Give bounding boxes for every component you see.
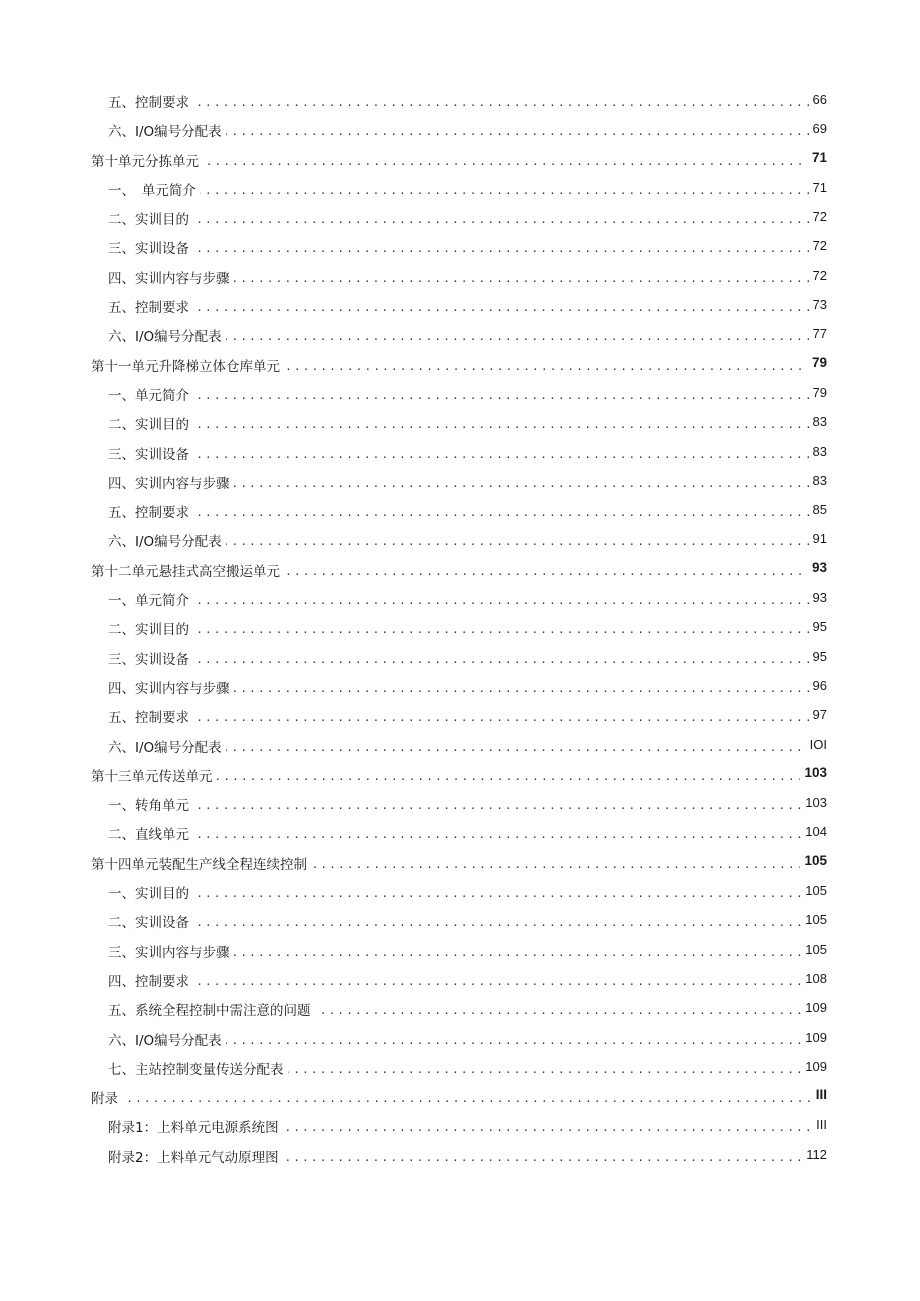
toc-chapter-entry[interactable]	[0, 555, 920, 584]
toc-entry-page: 109	[801, 1030, 827, 1045]
toc-section-entry[interactable]	[0, 789, 920, 818]
toc-entry-title: 三、实训设备	[108, 648, 193, 668]
toc-entry-page: 105	[801, 912, 827, 927]
toc-entry-body	[108, 379, 920, 408]
toc-entry-title: 三、实训设备	[108, 443, 193, 463]
toc-entry-page: 103	[800, 765, 827, 780]
toc-section-entry[interactable]	[0, 467, 920, 496]
toc-entry-page: 83	[809, 444, 827, 459]
toc-chapter-entry[interactable]	[0, 848, 920, 877]
toc-entry-page: 71	[808, 150, 827, 165]
toc-entry-page: 95	[809, 619, 827, 634]
toc-entry-page: 105	[800, 853, 827, 868]
toc-entry-body	[91, 350, 920, 379]
toc-entry-title: 一、转角单元	[108, 794, 193, 814]
toc-entry-title: 三、实训内容与步骤	[108, 941, 234, 961]
toc-entry-title: 七、主站控制变量传送分配表	[108, 1058, 288, 1078]
toc-entry-page: 112	[802, 1147, 827, 1162]
toc-chapter-entry[interactable]	[0, 145, 920, 174]
toc-entry-body	[108, 1111, 920, 1140]
toc-section-entry[interactable]	[0, 232, 920, 261]
toc-entry-page: 71	[809, 180, 827, 195]
toc-entry-page: 109	[801, 1000, 827, 1015]
toc-entry-title: 四、实训内容与步骤	[108, 267, 234, 287]
toc-entry-page: 93	[808, 560, 827, 575]
toc-entry-page: 93	[809, 590, 827, 605]
toc-entry-page: 69	[809, 121, 827, 136]
dot-leader	[108, 301, 825, 314]
dot-leader	[108, 828, 825, 841]
dot-leader	[108, 711, 825, 724]
toc-entry-title: 五、控制要求	[108, 91, 193, 111]
toc-section-entry[interactable]	[0, 525, 920, 554]
toc-entry-body	[108, 701, 920, 730]
toc-entry-title: 二、实训目的	[108, 413, 193, 433]
toc-entry-body	[108, 731, 920, 760]
toc-entry-body	[108, 1024, 920, 1053]
dot-leader	[108, 184, 825, 197]
dot-leader	[108, 506, 825, 519]
toc-entry-title: 附录2：上料单元气动原理图	[108, 1146, 283, 1166]
toc-entry-title: 三、实训设备	[108, 237, 193, 257]
toc-entry-body	[91, 145, 920, 174]
toc-entry-body	[108, 232, 920, 261]
toc-entry-page: 77	[809, 326, 827, 341]
toc-entry-body	[108, 438, 920, 467]
dot-leader	[108, 242, 825, 255]
toc-section-entry[interactable]	[0, 496, 920, 525]
toc-section-entry[interactable]	[0, 379, 920, 408]
toc-section-entry[interactable]	[0, 877, 920, 906]
toc-entry-title: 第十单元分拣单元	[91, 150, 203, 170]
toc-entry-title: 一、单元简介	[108, 384, 193, 404]
toc-section-entry[interactable]	[0, 262, 920, 291]
dot-leader	[108, 96, 825, 109]
toc-entry-title: 六、I/O编号分配表	[108, 325, 226, 345]
toc-section-entry[interactable]	[0, 965, 920, 994]
toc-section-entry[interactable]	[0, 1053, 920, 1082]
toc-entry-body	[108, 203, 920, 232]
toc-entry-page: 103	[801, 795, 827, 810]
toc-entry-body	[108, 1053, 920, 1082]
toc-entry-body	[108, 877, 920, 906]
toc-section-entry[interactable]	[0, 174, 920, 203]
toc-entry-title: 五、控制要求	[108, 706, 193, 726]
toc-entry-title: 四、实训内容与步骤	[108, 677, 234, 697]
toc-entry-body	[108, 584, 920, 613]
toc-entry-page: III	[812, 1087, 827, 1102]
toc-section-entry[interactable]	[0, 438, 920, 467]
toc-entry-page: 95	[809, 649, 827, 664]
toc-entry-title: 一、单元简介	[108, 589, 193, 609]
toc-section-entry[interactable]	[0, 994, 920, 1023]
toc-section-entry[interactable]	[0, 818, 920, 847]
toc-entry-body	[108, 86, 920, 115]
toc-entry-title: 第十二单元悬挂式高空搬运单元	[91, 560, 284, 580]
toc-entry-title: 五、控制要求	[108, 296, 193, 316]
toc-entry-body	[108, 408, 920, 437]
toc-section-entry[interactable]	[0, 408, 920, 437]
toc-entry-body	[108, 936, 920, 965]
toc-chapter-entry[interactable]	[0, 350, 920, 379]
toc-section-entry[interactable]	[0, 643, 920, 672]
toc-section-entry[interactable]	[0, 86, 920, 115]
toc-entry-body	[108, 320, 920, 349]
toc-entry-body	[108, 467, 920, 496]
toc-entry-title: 六、I/O编号分配表	[108, 736, 226, 756]
toc-entry-body	[108, 613, 920, 642]
toc-entry-page: 72	[809, 238, 827, 253]
toc-entry-title: 二、实训目的	[108, 208, 193, 228]
toc-section-entry[interactable]	[0, 936, 920, 965]
toc-entry-title: 二、实训设备	[108, 911, 193, 931]
toc-section-entry[interactable]	[0, 731, 920, 760]
toc-chapter-entry[interactable]	[0, 760, 920, 789]
dot-leader	[108, 594, 825, 607]
toc-entry-page: 109	[801, 1059, 827, 1074]
toc-section-entry[interactable]	[0, 906, 920, 935]
toc-entry-page: 91	[809, 531, 827, 546]
toc-entry-page: 97	[809, 707, 827, 722]
toc-entry-title: 五、系统全程控制中需注意的问题	[108, 999, 315, 1019]
toc-section-entry[interactable]	[0, 1024, 920, 1053]
toc-entry-body	[108, 672, 920, 701]
toc-entry-title: 二、实训目的	[108, 618, 193, 638]
toc-entry-body	[91, 555, 920, 584]
toc-section-entry[interactable]	[0, 1111, 920, 1140]
toc-section-entry[interactable]	[0, 584, 920, 613]
toc-entry-body	[108, 174, 920, 203]
toc-entry-page: 105	[801, 942, 827, 957]
toc-entry-title: 附录	[91, 1087, 122, 1107]
table-of-contents	[0, 86, 920, 1170]
toc-entry-page: 83	[809, 473, 827, 488]
toc-entry-title: 第十一单元升降梯立体仓库单元	[91, 355, 284, 375]
toc-entry-title: 附录1：上料单元电源系统图	[108, 1116, 283, 1136]
toc-entry-page: 72	[809, 209, 827, 224]
dot-leader	[108, 389, 825, 402]
toc-entry-title: 一、实训目的	[108, 882, 193, 902]
toc-entry-body	[108, 818, 920, 847]
toc-entry-page: 85	[809, 502, 827, 517]
dot-leader	[108, 887, 825, 900]
dot-leader	[108, 653, 825, 666]
toc-entry-page: III	[812, 1117, 827, 1132]
dot-leader	[108, 916, 825, 929]
toc-section-entry[interactable]	[0, 701, 920, 730]
toc-entry-body	[108, 291, 920, 320]
toc-entry-body	[108, 643, 920, 672]
dot-leader	[108, 799, 825, 812]
toc-entry-body	[108, 965, 920, 994]
toc-entry-title: 六、I/O编号分配表	[108, 120, 226, 140]
toc-entry-title: 四、控制要求	[108, 970, 193, 990]
toc-entry-body	[91, 760, 920, 789]
toc-section-entry[interactable]	[0, 672, 920, 701]
toc-section-entry[interactable]	[0, 613, 920, 642]
toc-entry-body	[108, 115, 920, 144]
toc-section-entry[interactable]	[0, 203, 920, 232]
toc-entry-page: 66	[809, 92, 827, 107]
toc-entry-page: 73	[809, 297, 827, 312]
toc-entry-title: 一、 单元简介	[108, 179, 200, 199]
dot-leader	[108, 213, 825, 226]
dot-leader	[108, 418, 825, 431]
toc-entry-page: 79	[808, 355, 827, 370]
dot-leader	[108, 623, 825, 636]
toc-entry-title: 二、直线单元	[108, 823, 193, 843]
toc-entry-page: 96	[809, 678, 827, 693]
toc-entry-body	[91, 848, 920, 877]
toc-entry-body	[108, 994, 920, 1023]
toc-entry-title: 第十三单元传送单元	[91, 765, 217, 785]
toc-section-entry[interactable]	[0, 115, 920, 144]
toc-entry-title: 五、控制要求	[108, 501, 193, 521]
toc-entry-title: 四、实训内容与步骤	[108, 472, 234, 492]
toc-entry-title: 六、I/O编号分配表	[108, 1029, 226, 1049]
dot-leader	[108, 975, 825, 988]
toc-entry-page: 108	[801, 971, 827, 986]
toc-entry-page: 83	[809, 414, 827, 429]
toc-entry-body	[108, 496, 920, 525]
toc-entry-body	[108, 906, 920, 935]
toc-entry-page: 104	[801, 824, 827, 839]
toc-entry-page: 79	[809, 385, 827, 400]
toc-entry-title: 第十四单元装配生产线全程连续控制	[91, 853, 311, 873]
toc-entry-body	[91, 1082, 920, 1111]
toc-entry-body	[108, 262, 920, 291]
toc-entry-body	[108, 1141, 920, 1170]
toc-entry-body	[108, 525, 920, 554]
dot-leader	[108, 448, 825, 461]
toc-entry-page: IOI	[806, 737, 827, 752]
toc-entry-page: 72	[809, 268, 827, 283]
toc-chapter-entry[interactable]	[0, 1082, 920, 1111]
toc-section-entry[interactable]	[0, 1141, 920, 1170]
toc-entry-body	[108, 789, 920, 818]
toc-section-entry[interactable]	[0, 291, 920, 320]
dot-leader	[91, 1092, 825, 1105]
toc-section-entry[interactable]	[0, 320, 920, 349]
toc-entry-page: 105	[801, 883, 827, 898]
toc-entry-title: 六、I/O编号分配表	[108, 530, 226, 550]
